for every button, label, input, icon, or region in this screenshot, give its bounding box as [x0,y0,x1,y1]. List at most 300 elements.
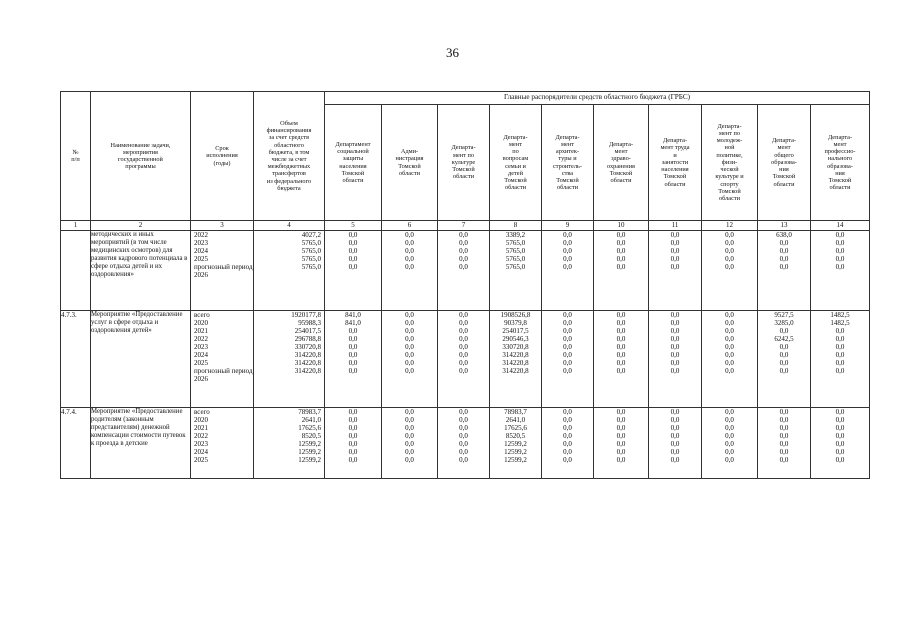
dept-value: 0,0 [779,239,789,247]
header-dept-3: Департа- мент по культуре Томской области [438,105,490,221]
dept-value: 5765,0 [505,263,526,271]
dept-value: 0,0 [459,343,468,351]
dept-value: 0,0 [459,424,468,432]
total-cell [254,311,325,408]
dept-value: 0,0 [670,335,680,343]
dept-value: 0,0 [348,416,358,424]
dept-value: 5765,0 [505,247,526,255]
dept-value-cell [382,408,438,479]
dept-value: 0,0 [835,239,845,247]
dept-value: 0,0 [725,335,734,343]
dept-value: 0,0 [616,424,626,432]
column-number-row [61,221,870,231]
dept-value: 0,0 [670,311,680,319]
dept-value: 0,0 [459,255,468,263]
dept-value-cell [542,311,594,408]
dept-value: 0,0 [779,456,789,464]
dept-value: 0,0 [348,359,358,367]
dept-value: 0,0 [563,448,572,456]
dept-value: 0,0 [835,432,845,440]
dept-value: 0,0 [779,367,789,375]
dept-value: 0,0 [563,408,572,416]
dept-value: 0,0 [616,311,626,319]
year-value: 2024 [194,351,208,359]
dept-value-cell [490,231,542,311]
dept-value-cell [594,231,649,311]
dept-value: 0,0 [563,231,572,239]
column-number: 1 [61,221,91,231]
dept-value: 0,0 [670,408,680,416]
dept-value: 0,0 [616,335,626,343]
dept-value: 0,0 [725,255,734,263]
row-name: Мероприятие «Предоставление родителям (законным представителям) денежной компенсации стоимости путевок к проезда в детские [91,408,191,479]
dept-value: 0,0 [835,255,845,263]
dept-value: 0,0 [670,351,680,359]
header-dept-6: Департа- мент здраво- охранения Томской области [594,105,649,221]
dept-value: 0,0 [563,440,572,448]
year-value: прогнозный период 2026 [194,263,253,279]
dept-value: 0,0 [459,239,468,247]
column-number: 10 [594,221,649,231]
dept-value: 0,0 [835,327,845,335]
dept-value: 0,0 [616,231,626,239]
dept-value: 12599,2 [504,456,527,464]
header-term: Срок исполнения (годы) [191,92,254,221]
dept-value: 0,0 [725,231,734,239]
table-row [61,311,870,408]
dept-value: 0,0 [670,359,680,367]
dept-value: 0,0 [725,416,734,424]
dept-value: 314220,8 [502,367,529,375]
total-value: 314220,8 [294,359,321,367]
dept-value: 0,0 [616,255,626,263]
row-code: 4.7.3. [61,311,91,408]
dept-value: 0,0 [835,440,845,448]
table-row [61,231,870,311]
dept-value: 314220,8 [502,351,529,359]
dept-value-cell [325,311,382,408]
dept-value: 0,0 [835,263,845,271]
dept-value: 9527,5 [774,311,794,319]
dept-value: 0,0 [779,359,789,367]
dept-value: 0,0 [563,327,572,335]
header-dept-8: Департа- мент по молодеж- ной политике, физи- ческой культуре и спорту Томской области [702,105,758,221]
dept-value: 0,0 [563,335,572,343]
total-cell [254,408,325,479]
dept-value: 0,0 [670,343,680,351]
table-row [61,408,870,479]
dept-value: 0,0 [616,408,626,416]
year-value: 2023 [194,343,208,351]
dept-value: 0,0 [405,424,414,432]
dept-value: 0,0 [835,424,845,432]
dept-value-cell [594,408,649,479]
total-value: 5765,0 [301,247,321,255]
year-value: 2021 [194,424,208,432]
dept-value: 0,0 [459,319,468,327]
dept-value-cell [811,408,870,479]
row-name: Мероприятие «Предоставление услуг в сфере отдыха и оздоровления детей» [91,311,191,408]
dept-value: 0,0 [459,231,468,239]
dept-value: 0,0 [670,255,680,263]
page-number: 36 [446,45,459,60]
dept-value: 0,0 [563,319,572,327]
dept-value: 0,0 [348,263,358,271]
dept-value: 90379,8 [504,319,527,327]
dept-value: 17625,6 [504,424,527,432]
column-number: 11 [649,221,702,231]
dept-value: 0,0 [405,408,414,416]
total-value: 78983,7 [298,408,321,416]
dept-value-cell [594,311,649,408]
dept-value: 3389,2 [505,231,526,239]
dept-value: 0,0 [725,327,734,335]
year-value: 2023 [194,239,208,247]
dept-value: 0,0 [348,255,358,263]
total-cell [254,231,325,311]
dept-value: 1482,5 [830,311,850,319]
dept-value: 0,0 [725,440,734,448]
header-dept-2: Адми- нистрация Томской области [382,105,438,221]
header-dept-1: Департамент социальной защиты населения Томской области [325,105,382,221]
dept-value: 0,0 [563,424,572,432]
dept-value: 0,0 [459,247,468,255]
dept-value: 0,0 [670,424,680,432]
dept-value: 0,0 [459,359,468,367]
dept-value: 78983,7 [504,408,527,416]
dept-value: 0,0 [459,432,468,440]
dept-value: 0,0 [348,343,358,351]
dept-value: 0,0 [459,448,468,456]
dept-value: 0,0 [563,343,572,351]
dept-value: 0,0 [616,367,626,375]
dept-value: 0,0 [405,440,414,448]
total-value: 12599,2 [298,448,321,456]
dept-value: 0,0 [725,408,734,416]
dept-value: 0,0 [563,311,572,319]
dept-value: 12599,2 [504,440,527,448]
dept-value: 0,0 [459,335,468,343]
dept-value-cell [758,231,811,311]
dept-value: 0,0 [616,351,626,359]
dept-value: 0,0 [459,327,468,335]
dept-value: 0,0 [405,231,414,239]
dept-value: 0,0 [670,416,680,424]
column-number: 2 [91,221,191,231]
dept-value: 0,0 [563,239,572,247]
dept-value: 0,0 [348,231,358,239]
dept-value: 0,0 [779,255,789,263]
dept-value: 0,0 [670,432,680,440]
dept-value: 0,0 [835,231,845,239]
dept-value: 0,0 [835,343,845,351]
column-number: 3 [191,221,254,231]
dept-value: 0,0 [725,432,734,440]
dept-value: 330720,8 [502,343,529,351]
dept-value: 0,0 [348,408,358,416]
dept-value: 0,0 [670,456,680,464]
budget-table [60,91,870,479]
dept-value: 0,0 [779,440,789,448]
dept-value: 0,0 [348,424,358,432]
dept-value-cell [490,311,542,408]
dept-value: 0,0 [835,359,845,367]
dept-value: 0,0 [725,359,734,367]
dept-value: 0,0 [616,416,626,424]
row-name: методических и иных мероприятий (в том числе медицинских осмотров) для развития кадрового потенциала в сфере отдыха детей и их оздоровления» [91,231,191,311]
total-value: 1920177,8 [291,311,321,319]
dept-value: 0,0 [405,311,414,319]
dept-value-cell [325,231,382,311]
dept-value: 841,0 [345,319,361,327]
dept-value-cell [438,311,490,408]
dept-value: 0,0 [725,343,734,351]
dept-value-cell [438,408,490,479]
dept-value: 0,0 [616,319,626,327]
header-dept-7: Департа- мент труда и занятости населения Томской области [649,105,702,221]
year-cell [191,231,254,311]
dept-value: 0,0 [348,456,358,464]
dept-value: 0,0 [779,408,789,416]
header-dept-5: Департа- мент архитек- туры и строитель- ства Томской области [542,105,594,221]
dept-value: 0,0 [405,263,414,271]
dept-value-cell [649,231,702,311]
dept-value: 0,0 [616,440,626,448]
year-value: 2022 [194,432,208,440]
dept-value: 0,0 [563,247,572,255]
dept-value: 0,0 [616,456,626,464]
dept-value: 0,0 [725,319,734,327]
column-number: 6 [382,221,438,231]
year-value: всего [194,408,210,416]
dept-value: 0,0 [616,432,626,440]
dept-value: 1482,5 [830,319,850,327]
dept-value: 0,0 [670,367,680,375]
dept-value: 0,0 [405,255,414,263]
total-value: 4027,2 [301,231,321,239]
dept-value: 0,0 [670,448,680,456]
dept-value: 0,0 [348,448,358,456]
dept-value-cell [811,311,870,408]
dept-value-cell [758,311,811,408]
dept-value: 0,0 [348,440,358,448]
total-value: 314220,8 [294,367,321,375]
total-value: 2641,0 [301,416,321,424]
dept-value-cell [438,231,490,311]
column-number: 4 [254,221,325,231]
dept-value: 0,0 [670,327,680,335]
dept-value: 0,0 [563,359,572,367]
dept-value: 0,0 [616,247,626,255]
dept-value: 0,0 [405,367,414,375]
total-value: 17625,6 [298,424,321,432]
dept-value: 0,0 [459,367,468,375]
dept-value: 0,0 [348,367,358,375]
dept-value: 0,0 [348,247,358,255]
dept-value: 0,0 [670,319,680,327]
dept-value: 0,0 [616,359,626,367]
year-value: всего [194,311,210,319]
dept-value-cell [382,311,438,408]
column-number: 12 [702,221,758,231]
dept-value-cell [542,231,594,311]
dept-value: 0,0 [835,351,845,359]
row-code [61,231,91,311]
dept-value: 0,0 [616,343,626,351]
dept-value: 0,0 [725,424,734,432]
dept-value: 0,0 [348,239,358,247]
total-value: 314220,8 [294,351,321,359]
total-value: 12599,2 [298,456,321,464]
column-number: 14 [811,221,870,231]
dept-value: 0,0 [405,239,414,247]
header-grbs: Главные распорядители средств областного бюджета (ГРБС) [325,92,870,105]
year-value: 2022 [194,231,208,239]
dept-value-cell [382,231,438,311]
row-code: 4.7.4. [61,408,91,479]
total-value: 330720,8 [294,343,321,351]
dept-value: 254017,5 [502,327,529,335]
dept-value: 5765,0 [505,255,526,263]
dept-value: 0,0 [779,351,789,359]
dept-value: 0,0 [405,335,414,343]
dept-value: 0,0 [348,335,358,343]
dept-value: 0,0 [725,367,734,375]
header-no: № п/п [61,92,91,221]
dept-value: 0,0 [405,351,414,359]
column-number: 8 [490,221,542,231]
dept-value-cell [649,311,702,408]
dept-value: 0,0 [670,247,680,255]
dept-value: 8520,5 [505,432,526,440]
year-value: 2022 [194,335,208,343]
year-value: 2024 [194,448,208,456]
dept-value: 0,0 [835,335,845,343]
header-dept-9: Департа- мент общего образова- ния Томской области [758,105,811,221]
year-value: 2025 [194,456,208,464]
dept-value: 290546,3 [502,335,529,343]
dept-value: 0,0 [405,247,414,255]
dept-value: 0,0 [670,263,680,271]
dept-value: 0,0 [563,432,572,440]
dept-value: 12599,2 [504,448,527,456]
dept-value: 0,0 [725,311,734,319]
dept-value-cell [649,408,702,479]
year-value: 2023 [194,440,208,448]
year-value: 2024 [194,247,208,255]
dept-value: 0,0 [348,327,358,335]
dept-value: 0,0 [779,416,789,424]
dept-value: 0,0 [835,416,845,424]
dept-value-cell [542,408,594,479]
dept-value: 0,0 [779,343,789,351]
dept-value: 0,0 [779,424,789,432]
dept-value: 0,0 [725,448,734,456]
dept-value: 0,0 [616,263,626,271]
year-value: прогнозный период 2026 [194,367,253,383]
column-number: 7 [438,221,490,231]
column-number: 5 [325,221,382,231]
dept-value: 6242,5 [774,335,794,343]
dept-value: 0,0 [405,359,414,367]
dept-value: 0,0 [835,367,845,375]
column-number: 9 [542,221,594,231]
dept-value: 0,0 [348,432,358,440]
dept-value: 0,0 [563,367,572,375]
header-dept-10: Департа- мент профессио- нального образова- ния Томской области [811,105,870,221]
dept-value: 0,0 [725,239,734,247]
dept-value: 0,0 [563,263,572,271]
total-value: 8520,5 [301,432,321,440]
dept-value: 0,0 [563,255,572,263]
dept-value: 3285,0 [774,319,794,327]
dept-value: 0,0 [405,327,414,335]
dept-value: 5765,0 [505,239,526,247]
dept-value-cell [702,408,758,479]
dept-value: 0,0 [779,247,789,255]
header-volume: Объем финансирования за счет средств областного бюджета, в том числе за счет межбюджетных трансфертов из федерального бюджета [254,92,325,221]
dept-value: 0,0 [459,408,468,416]
dept-value: 0,0 [459,263,468,271]
dept-value: 0,0 [616,239,626,247]
dept-value: 0,0 [563,456,572,464]
dept-value-cell [325,408,382,479]
dept-value-cell [490,408,542,479]
dept-value: 0,0 [670,239,680,247]
total-value: 5765,0 [301,239,321,247]
dept-value: 0,0 [835,456,845,464]
dept-value: 638,0 [776,231,792,239]
dept-value: 0,0 [725,263,734,271]
dept-value: 0,0 [670,231,680,239]
total-value: 296788,8 [294,335,321,343]
dept-value: 0,0 [405,319,414,327]
dept-value: 0,0 [405,416,414,424]
dept-value: 0,0 [616,327,626,335]
dept-value: 0,0 [563,351,572,359]
dept-value: 0,0 [459,416,468,424]
dept-value: 0,0 [459,311,468,319]
dept-value: 0,0 [725,247,734,255]
dept-value: 0,0 [616,448,626,456]
dept-value: 0,0 [670,440,680,448]
dept-value: 0,0 [405,448,414,456]
header-name: Наименование задачи, мероприятия государственной программы [91,92,191,221]
header-dept-4: Департа- мент по вопросам семьи и детей Томской области [490,105,542,221]
dept-value-cell [811,231,870,311]
dept-value: 0,0 [405,456,414,464]
dept-value: 0,0 [779,432,789,440]
total-value: 12599,2 [298,440,321,448]
year-cell [191,311,254,408]
dept-value: 0,0 [779,327,789,335]
dept-value: 0,0 [459,456,468,464]
dept-value: 0,0 [405,432,414,440]
dept-value: 2641,0 [505,416,526,424]
total-value: 254017,5 [294,327,321,335]
year-value: 2025 [194,255,208,263]
year-cell [191,408,254,479]
dept-value: 0,0 [725,351,734,359]
total-value: 5765,0 [301,263,321,271]
dept-value: 0,0 [779,263,789,271]
dept-value: 0,0 [563,416,572,424]
dept-value: 0,0 [835,448,845,456]
column-number: 13 [758,221,811,231]
dept-value: 0,0 [348,351,358,359]
total-value: 95988,3 [298,319,321,327]
year-value: 2020 [194,319,208,327]
